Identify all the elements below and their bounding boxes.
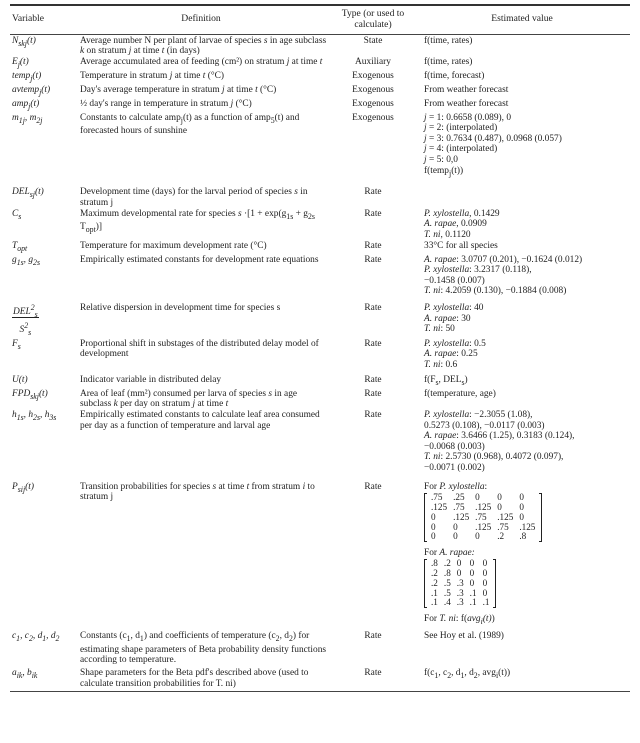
cell-type: Rate — [364, 240, 382, 251]
matrix-cell: .1 — [482, 597, 490, 608]
matrix-cell: 0 — [519, 511, 524, 522]
value-line: 0.5273 (0.108), −0.0117 (0.003) — [424, 420, 545, 431]
table-header-row — [10, 6, 630, 35]
matrix-cell: .125 — [475, 521, 492, 532]
cell-estimated-value — [414, 35, 630, 57]
matrix-cell: .2 — [497, 531, 505, 542]
cell-definition: Temperature for maximum development rate (°C) — [80, 240, 267, 251]
cell-definition: Area of leaf (mm²) consumed per larva of species s in age subclass k per day on stratum j at time t — [80, 388, 298, 410]
matrix-cell: 0 — [475, 492, 480, 503]
cell-definition: Proportional shift in substages of the distributed delay model of development — [80, 338, 319, 360]
matrix-cell: .1 — [431, 587, 438, 598]
value-line: T. ni, 0.1120 — [424, 229, 471, 240]
cell-definition: Average accumulated area of feeding (cm²) on stratum j at time t — [80, 57, 323, 67]
cell-estimated-value — [414, 208, 630, 240]
cell-definition: Constants to calculate amp$_j$(t) as a function of amp$_5$(t) and forecasted hours of sunshine — [80, 112, 300, 136]
matrix-cell: .1 — [469, 597, 477, 608]
header-variable: Variable — [10, 6, 70, 35]
header-estimated-value: Estimated value — [414, 6, 630, 35]
matrix-cell: .3 — [456, 597, 464, 608]
table-row — [10, 297, 630, 339]
cell-variable: $T_{opt}$ — [12, 240, 28, 253]
value-line: f(time, rates) — [424, 57, 473, 67]
value-line: For A. rapae: — [424, 547, 475, 558]
cell-definition: Maximum developmental rate for species $s \cdot[1 + \exp(g_{1s} + g_{2s}$ $T_{opt}$)] — [80, 208, 315, 235]
cell-type: Rate — [364, 668, 382, 679]
cell-definition: Empirically estimated constants to calculate leaf area consumed per day as a function of temperature and larval age — [80, 410, 320, 431]
cell-estimated-value — [414, 370, 630, 388]
value-line: P. xylostella: 3.2317 (0.118), — [424, 265, 532, 276]
table-row — [10, 35, 630, 57]
cell-variable: $E_j(t)$ — [12, 57, 29, 69]
value-line: f(time, forecast) — [424, 70, 485, 81]
value-line: P. xylostella: 40 — [424, 303, 484, 314]
cell-definition: Empirically estimated constants for development rate equations — [80, 254, 319, 265]
matrix-cell: .3 — [456, 587, 464, 598]
matrix-cell: 0 — [469, 577, 475, 588]
cell-variable — [10, 165, 70, 179]
cell-definition: Shape parameters for the Beta pdf's described above (used to calculate transition probabilities for T. ni) — [80, 668, 309, 689]
value-line: j = 4: (interpolated) — [424, 144, 498, 154]
matrix-cell: .8 — [519, 531, 527, 542]
cell-definition: Constants ($c_1$, $d_1$) and coefficients of temperature ($c_2$, $d_2$) for estimating shape parameters of Beta probability density functions according to temperature. — [80, 631, 327, 666]
cell-definition: Temperature in stratum j at time t (°C) — [80, 70, 224, 81]
table-row — [10, 208, 630, 240]
cell-variable: U(t) — [12, 374, 28, 385]
matrix-cell: 0 — [453, 531, 458, 542]
cell-definition: Transition probabilities for species s at time t from stratum i to stratum j — [80, 481, 315, 503]
cell-type: Rate — [364, 374, 382, 385]
value-line: A. rapae: 3.0707 (0.201), −0.1624 (0.012) — [424, 254, 583, 265]
cell-estimated-value — [414, 338, 630, 370]
cell-variable: $C_s$ — [12, 208, 22, 221]
value-line: −0.0071 (0.002) — [424, 462, 485, 473]
cell-type: Rate — [364, 187, 382, 198]
table-row — [10, 165, 630, 179]
cell-type: Rate — [364, 631, 382, 642]
matrix-cell: .2 — [431, 567, 438, 578]
matrix-cell: .125 — [475, 501, 492, 512]
matrix-cell: .75 — [453, 501, 465, 512]
table-row — [10, 627, 630, 666]
cell-estimated-value — [414, 240, 630, 254]
value-line: See Hoy et al. (1989) — [424, 631, 504, 642]
matrix-cell: 0 — [519, 501, 524, 512]
cell-variable: $P_{sij}(t)$ — [12, 481, 34, 494]
value-line: T. ni: 50 — [424, 324, 455, 335]
cell-estimated-value — [414, 410, 630, 474]
cell-type — [332, 165, 414, 179]
value-line: j = 1: 0.6658 (0.089), 0 — [424, 112, 512, 123]
value-line: $f(F_s$, $DEL_s$) — [424, 374, 468, 387]
matrix-cell: .75 — [475, 511, 487, 522]
matrix-cell: .25 — [453, 492, 465, 503]
table-row — [10, 410, 630, 474]
table-row — [10, 112, 630, 165]
matrix-cell: .8 — [443, 567, 451, 578]
cell-type: Rate — [364, 208, 382, 219]
cell-estimated-value — [414, 627, 630, 666]
cell-definition: Development time (days) for the larval period of species s in stratum j — [80, 187, 308, 208]
cell-variable: amp$_j$(t) — [12, 98, 40, 111]
cell-estimated-value — [414, 179, 630, 209]
value-line: −0.1458 (0.007) — [424, 275, 485, 286]
value-line: From weather forecast — [424, 84, 509, 95]
value-line: j = 2: (interpolated) — [424, 123, 498, 133]
matrix-cell: .5 — [443, 577, 451, 588]
value-line: T. ni: 2.5730 (0.968), 0.4072 (0.097), — [424, 452, 564, 463]
matrix-cell: .75 — [431, 492, 443, 503]
table-row — [10, 254, 630, 297]
cell-variable: $g_{1s}$, $g_{2s}$ — [12, 254, 40, 267]
cell-variable: avtemp$_j$(t) — [12, 84, 51, 97]
matrix-cell: 0 — [469, 567, 475, 578]
parameter-table — [10, 6, 630, 689]
cell-definition: ½ day's range in temperature in stratum j (°C) — [80, 98, 252, 109]
matrix-cell: .125 — [519, 521, 536, 532]
matrix-cell: 0 — [497, 501, 502, 512]
matrix-cell: .2 — [443, 558, 451, 569]
cell-variable: $\frac{DEL^2_s}{S^2_s}$ — [13, 303, 38, 337]
matrix-cell: .5 — [443, 587, 451, 598]
value-line: j = 5: 0,0 — [424, 154, 458, 165]
matrix-cell: 0 — [519, 492, 524, 503]
cell-definition — [70, 165, 332, 179]
table-row — [10, 473, 630, 627]
matrix-cell: 0 — [482, 577, 488, 588]
matrix-cell: .2 — [431, 577, 438, 588]
value-line: From weather forecast — [424, 98, 509, 109]
matrix-cell: .125 — [453, 511, 470, 522]
cell-type: State — [363, 35, 383, 46]
cell-type: Rate — [364, 388, 382, 399]
value-line: For T. ni: f(avg$_i$(t)) — [424, 613, 495, 626]
table-row — [10, 70, 630, 84]
cell-estimated-value — [414, 57, 630, 71]
matrix-cell: .4 — [443, 597, 451, 608]
cell-estimated-value — [414, 388, 630, 410]
table-row — [10, 388, 630, 410]
cell-type: Rate — [364, 338, 382, 349]
matrix-cell: 0 — [431, 531, 436, 542]
cell-type: Rate — [364, 481, 382, 492]
table-body — [10, 35, 630, 690]
matrix-cell: 0 — [482, 587, 488, 598]
matrix-cell: .1 — [469, 587, 477, 598]
cell-variable: $N_{skj}(t)$ — [12, 35, 36, 48]
matrix-cell: 0 — [497, 492, 502, 503]
matrix-row — [428, 598, 492, 608]
cell-variable: $FPD_{skj}(t)$ — [12, 388, 48, 401]
header-definition: Definition — [70, 6, 332, 35]
table-row — [10, 84, 630, 98]
matrix-cell: 0 — [431, 521, 436, 532]
table-row — [10, 57, 630, 71]
matrix-cell: 0 — [482, 567, 488, 578]
parameter-table-page — [10, 4, 630, 692]
cell-definition: Day's average temperature in stratum j at time t (°C) — [80, 84, 277, 95]
value-line: A. rapae, 0.0909 — [424, 219, 487, 230]
value-line: T. ni: 4.2059 (0.130), −0.1884 (0.008) — [424, 286, 567, 297]
matrix-row — [428, 532, 538, 542]
value-line: P. xylostella, 0.1429 — [424, 208, 500, 219]
cell-type: Rate — [364, 410, 382, 421]
table-row — [10, 370, 630, 388]
bottom-rule — [10, 691, 630, 692]
cell-definition: Indicator variable in distributed delay — [80, 374, 222, 385]
table-row — [10, 666, 630, 690]
matrix-cell: 0 — [453, 521, 458, 532]
cell-type: Auxiliary — [355, 57, 391, 67]
matrix-cell: .125 — [497, 511, 514, 522]
cell-type: Rate — [364, 254, 382, 265]
cell-definition: Relative dispersion in development time for species s — [80, 303, 281, 314]
table-row — [10, 179, 630, 209]
matrix-cell: .125 — [431, 501, 448, 512]
matrix-cell: 0 — [431, 511, 436, 522]
value-line: A. rapae: 0.25 — [424, 349, 478, 360]
cell-variable: temp$_j$(t) — [12, 70, 42, 83]
cell-type: Rate — [364, 303, 382, 314]
table-row — [10, 338, 630, 370]
cell-estimated-value — [414, 112, 630, 165]
cell-variable: $a_{ik}$, $b_{ik}$ — [12, 668, 38, 681]
cell-type: Exogenous — [352, 70, 394, 81]
value-line: f(temperature, age) — [424, 388, 496, 399]
table-row — [10, 98, 630, 112]
cell-definition: Average number N per plant of larvae of species s in age subclass k on stratum j at time t (in days) — [80, 35, 327, 56]
cell-estimated-value — [414, 165, 630, 179]
header-type: Type (or used to calculate) — [332, 6, 414, 35]
matrix-rapae — [424, 559, 496, 608]
value-line: A. rapae: 3.6466 (1.25), 0.3183 (0.124), — [424, 431, 575, 442]
value-line: j = 3: 0.7634 (0.487), 0.0968 (0.057) — [424, 133, 562, 144]
matrix-cell: .8 — [431, 558, 438, 569]
value-line: T. ni: 0.6 — [424, 359, 458, 370]
cell-type: Exogenous — [352, 84, 394, 95]
cell-type: Exogenous — [352, 112, 394, 123]
cell-variable: $c_1$, $c_2$, $d_1$, $d_2$ — [12, 631, 60, 644]
value-line: P. xylostella: −2.3055 (1.08), — [424, 410, 533, 421]
value-line: −0.0068 (0.003) — [424, 441, 485, 452]
cell-estimated-value — [414, 84, 630, 98]
cell-estimated-value — [414, 254, 630, 297]
matrix-cell: 0 — [475, 531, 480, 542]
value-line: f(time, rates) — [424, 35, 473, 46]
matrix-cell: 0 — [456, 558, 462, 569]
value-line: f(temp$_j$(t)) — [424, 165, 464, 178]
matrix-cell: .75 — [497, 521, 509, 532]
cell-estimated-value — [414, 666, 630, 690]
value-line: 33°C for all species — [424, 240, 498, 251]
matrix-pxylostella — [424, 493, 542, 542]
value-line: P. xylostella: 0.5 — [424, 338, 486, 349]
cell-variable: $F_s$ — [12, 338, 21, 351]
matrix-cell: 0 — [469, 558, 475, 569]
cell-type: Exogenous — [352, 98, 394, 109]
matrix-cell: .3 — [456, 577, 464, 588]
value-line: For P. xylostella: — [424, 481, 488, 492]
cell-estimated-value — [414, 473, 630, 627]
matrix-cell: 0 — [482, 558, 488, 569]
cell-estimated-value — [414, 297, 630, 339]
table-row — [10, 240, 630, 254]
value-line: $f(c_1$, $c_2$, $d_1$, $d_2$, avg$_i$(t)) — [424, 668, 511, 681]
cell-variable: $m_{1j}$, $m_{2j}$ — [12, 112, 43, 125]
matrix-cell: 0 — [456, 567, 462, 578]
cell-estimated-value — [414, 98, 630, 112]
matrix-cell: .1 — [431, 597, 438, 608]
cell-estimated-value — [414, 70, 630, 84]
cell-variable: $h_{1s}$, $h_{2s}$, $h_{3s}$ — [12, 410, 57, 422]
cell-variable: $DEL_{sj}(t)$ — [12, 187, 44, 200]
value-line: A. rapae: 30 — [424, 313, 471, 324]
